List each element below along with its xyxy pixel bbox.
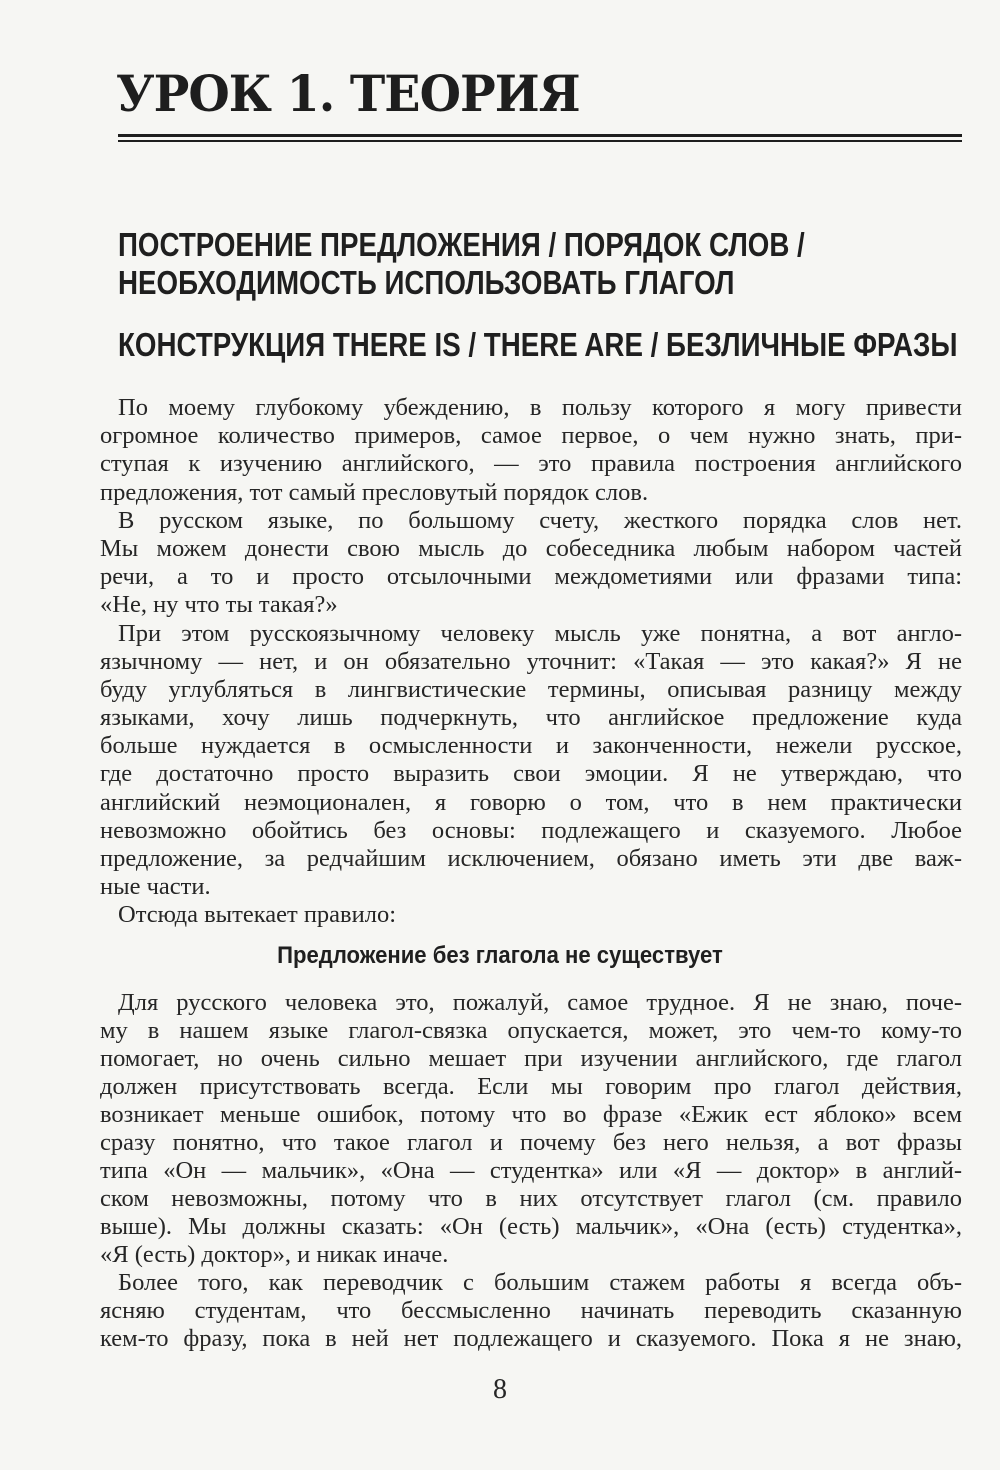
paragraph-line: предложения, тот самый пресловутый порядок слов. (100, 478, 649, 506)
paragraph-line: больше нуждается в осмысленности и законченности, нежели русское, (100, 732, 962, 760)
section-heading-3: КОНСТРУКЦИЯ THERE IS / THERE ARE / БЕЗЛИЧНЫЕ ФРАЗЫ (118, 326, 958, 363)
paragraph-line: огромное количество примеров, самое первое, о чем нужно знать, при- (100, 422, 962, 450)
double-rule-divider (118, 134, 962, 142)
section-heading-1: ПОСТРОЕНИЕ ПРЕДЛОЖЕНИЯ / ПОРЯДОК СЛОВ / (118, 226, 805, 263)
paragraph-line: В русском языке, по большому счету, жесткого порядка слов нет. (118, 506, 962, 534)
paragraph-line: «Не, ну что ты такая?» (100, 591, 338, 619)
paragraph-line: речи, а то и просто отсылочными междометиями или фразами типа: (100, 563, 962, 591)
paragraph-line: Для русского человека это, пожалуй, самое трудное. Я не знаю, поче- (118, 989, 962, 1016)
paragraph-line: должен присутствовать всегда. Если мы говорим про глагол действия, (100, 1073, 962, 1100)
paragraph-line: При этом русскоязычному человеку мысль уже понятна, а вот англо- (118, 619, 962, 647)
paragraph-line: английский неэмоционален, я говорю о том, что в нем практически (100, 788, 962, 816)
paragraph-line: выше). Мы должны сказать: «Он (есть) мальчик», «Она (есть) студентка», (100, 1213, 962, 1240)
paragraph-line: языками, хочу лишь подчеркнуть, что английское предложение куда (100, 704, 962, 732)
paragraph-line: Более того, как переводчик с большим стажем работы я всегда объ- (118, 1269, 962, 1296)
paragraph-line: ском невозможны, потому что в них отсутствует глагол (см. правило (100, 1185, 962, 1212)
paragraph-line: сразу понятно, что такое глагол и почему без него нельзя, а вот фразы (100, 1129, 962, 1156)
section-heading-2: НЕОБХОДИМОСТЬ ИСПОЛЬЗОВАТЬ ГЛАГОЛ (118, 264, 735, 301)
paragraph-line: ясняю студентам, что бессмысленно начинать переводить сказанную (100, 1297, 962, 1324)
page-number: 8 (493, 1374, 507, 1405)
paragraph-line: му в нашем языке глагол-связка опускается, может, это чем-то кому-то (100, 1017, 962, 1044)
paragraph-line: По моему глубокому убеждению, в пользу которого я могу привести (118, 394, 962, 421)
body-text-section-2 (100, 989, 962, 1353)
paragraph-line: невозможно обойтись без основы: подлежащего и сказуемого. Любое (100, 816, 962, 844)
lesson-title: УРОК 1. ТЕОРИЯ (116, 64, 580, 123)
rule-heading: Предложение без глагола не существует (277, 942, 723, 969)
paragraph-line: Мы можем донести свою мысль до собеседника любым набором частей (100, 534, 962, 562)
paragraph-line: возникает меньше ошибок, потому что во фразе «Ежик ест яблоко» всем (100, 1101, 962, 1128)
paragraph-line: где достаточно просто выразить свои эмоции. Я не утверждаю, что (100, 760, 962, 788)
paragraph-line: помогает, но очень сильно мешает при изучении английского, где глагол (100, 1045, 962, 1072)
paragraph-line: Отсюда вытекает правило: (118, 901, 397, 929)
paragraph-line: ступая к изучению английского, — это правила построения английского (100, 450, 962, 478)
paragraph-line: «Я (есть) доктор», и никак иначе. (100, 1241, 449, 1268)
paragraph-line: язычному — нет, и он обязательно уточнит: «Такая — это какая?» Я не (100, 647, 962, 675)
body-text-section-1 (100, 394, 962, 930)
paragraph-line: типа «Он — мальчик», «Она — студентка» или «Я — доктор» в англий- (100, 1157, 962, 1184)
paragraph-line: ные части. (100, 873, 211, 901)
paragraph-line: буду углубляться в лингвистические термины, описывая разницу между (100, 675, 962, 703)
paragraph-line: предложение, за редчайшим исключением, обязано иметь эти две важ- (100, 845, 962, 872)
paragraph-line: кем-то фразу, пока в ней нет подлежащего и сказуемого. Пока я не знаю, (100, 1325, 962, 1352)
